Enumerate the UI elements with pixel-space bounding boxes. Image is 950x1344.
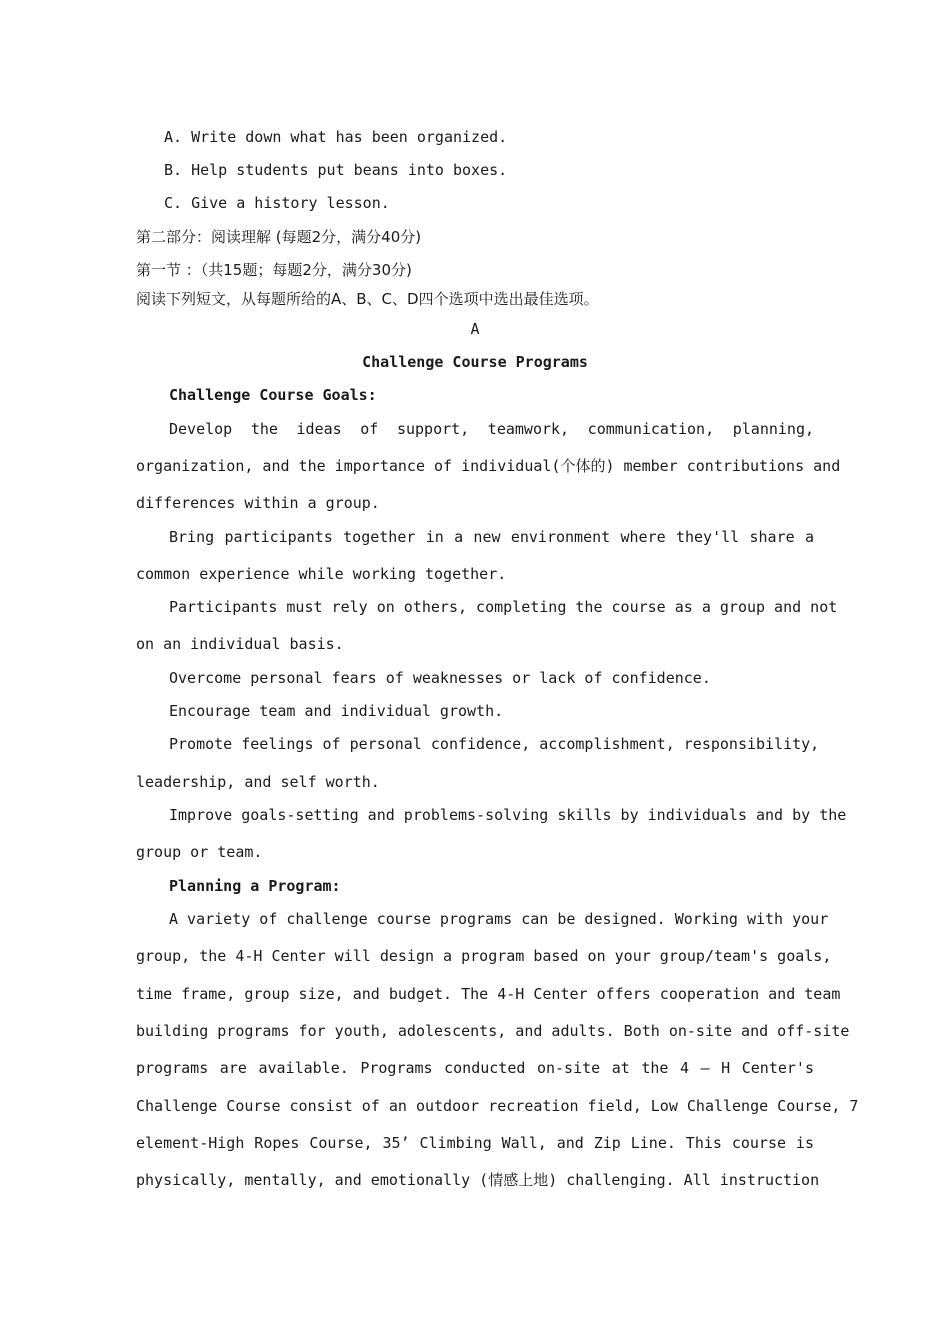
instructions: 阅读下列短文，从每题所给的A、B、C、D四个选项中选出最佳选项。 — [136, 290, 599, 308]
subsection-header: 第一节 ：（共15题；每题2分，满分30分) — [136, 261, 412, 279]
goal-7-line-2: group or team. — [136, 843, 263, 861]
section-header: 第二部分：阅读理解 (每题2分，满分40分) — [136, 228, 422, 246]
goal-3-line-2: on an individual basis. — [136, 635, 344, 653]
passage-label: A — [470, 320, 480, 338]
option-a: A. Write down what has been organized. — [164, 128, 508, 146]
planning-line-7: element-High Ropes Course, 35’ Climbing Wall, and Zip Line. This course is — [136, 1134, 814, 1152]
planning-line-5: programs are available. Programs conducted on-site at the 4 — H Center's — [136, 1059, 814, 1077]
goal-1-line-2: organization, and the importance of individual(个体的) member contributions and — [136, 457, 841, 475]
goal-1-line-3: differences within a group. — [136, 494, 380, 512]
planning-line-3: time frame, group size, and budget. The 4-H Center offers cooperation and team — [136, 985, 841, 1003]
goal-3-line-1: Participants must rely on others, completing the course as a group and not — [169, 598, 838, 616]
passage-title: Challenge Course Programs — [362, 353, 588, 371]
goal-2-line-2: common experience while working together. — [136, 565, 507, 583]
goal-7-line-1: Improve goals-setting and problems-solving skills by individuals and by the — [169, 806, 847, 824]
goal-2-line-1: Bring participants together in a new environment where they'll share a — [169, 528, 814, 546]
goals-heading: Challenge Course Goals: — [169, 386, 377, 404]
option-b: B. Help students put beans into boxes. — [164, 161, 508, 179]
goal-6-line-1: Promote feelings of personal confidence, accomplishment, responsibility, — [169, 735, 820, 753]
goal-1-line-1: Develop the ideas of support, teamwork, communication, planning, — [169, 420, 814, 438]
option-c: C. Give a history lesson. — [164, 194, 390, 212]
goal-5: Encourage team and individual growth. — [169, 702, 504, 720]
planning-line-2: group, the 4-H Center will design a program based on your group/team's goals, — [136, 947, 832, 965]
goal-4: Overcome personal fears of weaknesses or lack of confidence. — [169, 669, 711, 687]
planning-line-4: building programs for youth, adolescents, and adults. Both on-site and off-site — [136, 1022, 850, 1040]
planning-line-8: physically, mentally, and emotionally (情感上地) challenging. All instruction — [136, 1171, 820, 1189]
planning-line-1: A variety of challenge course programs can be designed. Working with your — [169, 910, 829, 928]
planning-heading: Planning a Program: — [169, 877, 341, 895]
planning-line-6: Challenge Course consist of an outdoor recreation field, Low Challenge Course, 7 — [136, 1097, 859, 1115]
goal-6-line-2: leadership, and self worth. — [136, 773, 380, 791]
